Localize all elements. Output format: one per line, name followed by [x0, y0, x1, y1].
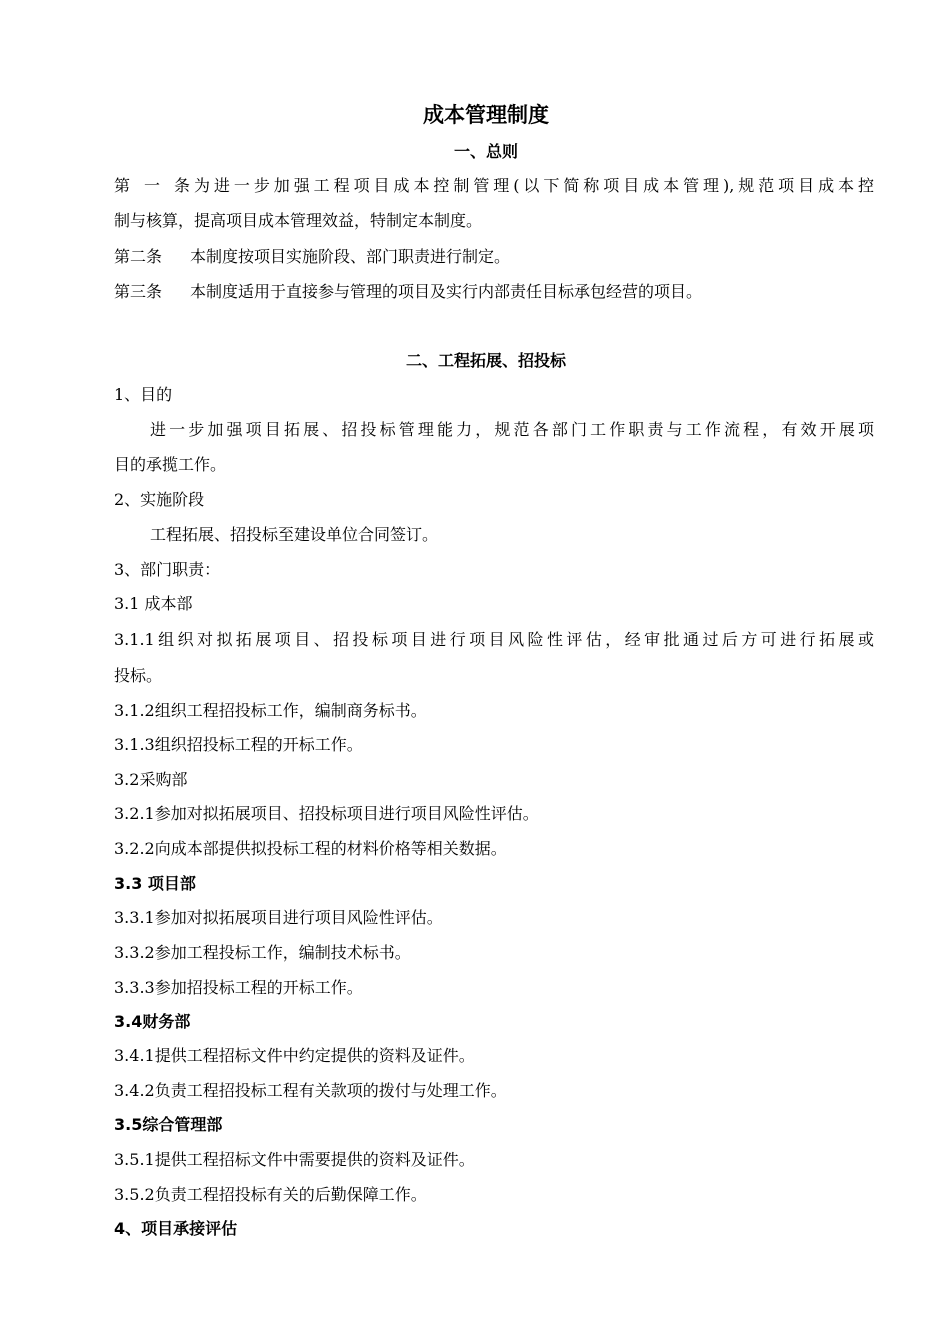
dept-finance: 3.4财务部: [114, 1012, 191, 1031]
item-3-5-2: 3.5.2负责工程招投标有关的后勤保障工作。: [114, 1185, 427, 1204]
article-3-label: 第三条: [114, 282, 163, 301]
purpose-text-line-2: 目的承揽工作。: [114, 455, 227, 474]
item-3-3-3: 3.3.3参加招投标工程的开标工作。: [114, 978, 363, 997]
item-3-3-1: 3.3.1参加对拟拓展项目进行项目风险性评估。: [114, 908, 443, 927]
item-3-3-2: 3.3.2参加工程投标工作，编制技术标书。: [114, 943, 411, 962]
item-3-4-2: 3.4.2负责工程招投标工程有关款项的拨付与处理工作。: [114, 1081, 507, 1100]
item-3-1-1-line-1: 3.1.1组织对拟拓展项目、招投标项目进行项目风险性评估，经审批通过后方可进行拓展或: [114, 630, 874, 649]
article-2-text: 本制度按项目实施阶段、部门职责进行制定。: [190, 247, 511, 266]
item-3-5-1: 3.5.1提供工程招标文件中需要提供的资料及证件。: [114, 1150, 475, 1169]
dept-project: 3.3 项目部: [114, 874, 196, 893]
article-1-line-1: [114, 174, 874, 198]
item-3-1-1-line-2: 投标。: [114, 666, 163, 685]
article-2-label: 第二条: [114, 247, 163, 266]
item-3-4-1: 3.4.1提供工程招标文件中约定提供的资料及证件。: [114, 1046, 475, 1065]
article-3-text: 本制度适用于直接参与管理的项目及实行内部责任目标承包经营的项目。: [190, 282, 703, 301]
purpose-text-line-1: 进一步加强项目拓展、招投标管理能力，规范各部门工作职责与工作流程，有效开展项: [150, 420, 874, 439]
item-3-1-3: 3.1.3组织招投标工程的开标工作。: [114, 735, 363, 754]
purpose-heading: 1、目的: [114, 385, 173, 404]
item-3-2-1: 3.2.1参加对拟拓展项目、招投标项目进行项目风险性评估。: [114, 804, 539, 823]
section-heading-bidding: 二、工程拓展、招投标: [405, 351, 566, 370]
stage-text: 工程拓展、招投标至建设单位合同签订。: [150, 525, 439, 544]
article-2: [114, 245, 874, 269]
article-1-label: 第一条: [114, 176, 190, 195]
article-1-text: 为进一步加强工程项目成本控制管理(以下简称项目成本管理),规范项目成本控: [190, 176, 874, 195]
dept-general-management: 3.5综合管理部: [114, 1115, 223, 1134]
item-3-2-2: 3.2.2向成本部提供拟投标工程的材料价格等相关数据。: [114, 839, 507, 858]
assessment-heading: 4、项目承接评估: [114, 1219, 238, 1238]
dept-procurement: 3.2采购部: [114, 770, 188, 789]
dept-cost: 3.1 成本部: [114, 594, 193, 613]
article-3: [114, 280, 874, 304]
document-title: 成本管理制度: [423, 103, 549, 127]
section-heading-general: 一、总则: [453, 142, 518, 161]
stage-heading: 2、实施阶段: [114, 490, 205, 509]
article-1-line-2: 制与核算，提高项目成本管理效益，特制定本制度。: [114, 211, 483, 230]
item-3-1-2: 3.1.2组织工程招投标工作，编制商务标书。: [114, 701, 427, 720]
duty-heading: 3、部门职责：: [114, 560, 221, 579]
